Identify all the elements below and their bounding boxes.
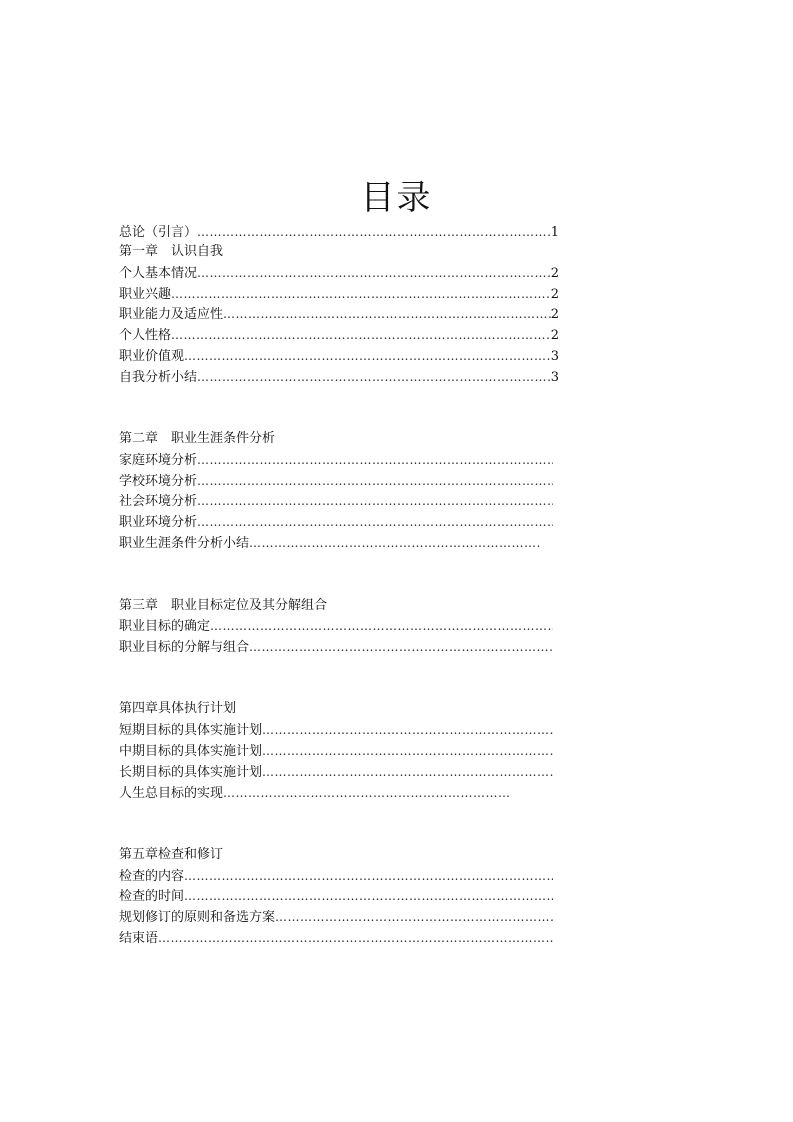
dot-leader — [262, 720, 553, 740]
toc-entry[interactable] — [119, 886, 553, 906]
toc-entry-label: 个人性格 — [119, 328, 172, 343]
toc-entry[interactable] — [119, 450, 553, 470]
toc-entry-label: 结束语 — [119, 931, 159, 946]
dot-leader — [223, 304, 551, 324]
dot-leader — [197, 263, 551, 283]
toc-entry[interactable] — [119, 284, 559, 304]
toc-entry[interactable] — [119, 367, 559, 387]
toc-entry-label: 自我分析小结 — [119, 370, 198, 385]
toc-entry[interactable] — [119, 720, 553, 740]
toc-entry-label: 人生总目标的实现 — [119, 786, 224, 801]
dot-leader — [197, 491, 553, 511]
toc-entry-label: 学校环境分析 — [119, 474, 198, 489]
toc-entry[interactable] — [119, 533, 539, 553]
dot-leader — [197, 222, 551, 242]
chapter-heading-label: 第五章检查和修订 — [119, 847, 224, 862]
toc-entry-label: 职业能力及适应性 — [119, 307, 224, 322]
toc-entry[interactable] — [119, 512, 553, 532]
chapter-heading-label: 第四章具体执行计划 — [119, 701, 237, 716]
toc-entry-label: 检查的时间 — [119, 889, 185, 904]
chapter-heading-label: 第三章 职业目标定位及其分解组合 — [119, 598, 328, 613]
chapter-heading[interactable] — [119, 699, 236, 719]
dot-leader — [158, 928, 553, 948]
toc-entry-label: 规划修订的原则和备选方案 — [119, 910, 276, 925]
toc-entry[interactable] — [119, 346, 559, 366]
toc-entry[interactable] — [119, 222, 559, 242]
toc-entry[interactable] — [119, 783, 511, 803]
chapter-heading[interactable] — [119, 242, 223, 262]
toc-entry-label: 职业生涯条件分析小结 — [119, 536, 250, 551]
toc-entry[interactable] — [119, 762, 553, 782]
dot-leader — [184, 346, 551, 366]
dot-leader — [197, 367, 551, 387]
chapter-heading[interactable] — [119, 596, 327, 616]
toc-entry[interactable] — [119, 928, 553, 948]
dot-leader — [171, 325, 551, 345]
toc-entry[interactable] — [119, 471, 553, 491]
toc-entry-label: 职业环境分析 — [119, 515, 198, 530]
toc-entry[interactable] — [119, 325, 559, 345]
dot-leader — [171, 284, 551, 304]
dot-leader — [197, 512, 553, 532]
toc-entry-label: 中期目标的具体实施计划 — [119, 744, 263, 759]
dot-leader — [249, 533, 539, 553]
toc-entry[interactable] — [119, 616, 553, 636]
toc-entry[interactable] — [119, 263, 559, 283]
toc-entry[interactable] — [119, 637, 553, 657]
toc-entry-label: 职业目标的分解与组合 — [119, 640, 250, 655]
toc-entry-page: 1 — [550, 225, 559, 240]
toc-entry-label: 短期目标的具体实施计划 — [119, 723, 263, 738]
dot-leader — [262, 762, 553, 782]
toc-entry-label: 职业目标的确定 — [119, 619, 211, 634]
toc-entry[interactable] — [119, 907, 553, 927]
toc-entry-page: 2 — [550, 266, 559, 281]
toc-entry-label: 检查的内容 — [119, 869, 185, 884]
toc-entry-label: 社会环境分析 — [119, 494, 198, 509]
dot-leader — [223, 783, 511, 803]
dot-leader — [184, 866, 553, 886]
dot-leader — [184, 886, 553, 906]
toc-entry-page: 2 — [550, 287, 559, 302]
toc-entry-label: 职业兴趣 — [119, 287, 172, 302]
toc-entry[interactable] — [119, 866, 553, 886]
chapter-heading-label: 第一章 认识自我 — [119, 244, 224, 259]
dot-leader — [249, 637, 553, 657]
toc-entry-label: 总论（引言） — [119, 225, 198, 240]
dot-leader — [275, 907, 553, 927]
dot-leader — [262, 741, 553, 761]
toc-entry[interactable] — [119, 741, 553, 761]
toc-entry-label: 职业价值观 — [119, 349, 185, 364]
chapter-heading[interactable] — [119, 429, 275, 449]
toc-entry-label: 长期目标的具体实施计划 — [119, 765, 263, 780]
toc-entry-page: 3 — [550, 349, 559, 364]
chapter-heading-label: 第二章 职业生涯条件分析 — [119, 431, 276, 446]
dot-leader — [210, 616, 553, 636]
toc-entry-page: 2 — [550, 307, 559, 322]
toc-entry-label: 个人基本情况 — [119, 266, 198, 281]
dot-leader — [197, 450, 553, 470]
toc-entry-page: 2 — [550, 328, 559, 343]
dot-leader — [197, 471, 553, 491]
toc-title: 目录 — [360, 178, 433, 218]
toc-entry[interactable] — [119, 304, 559, 324]
toc-entry-page: 3 — [550, 370, 559, 385]
toc-entry[interactable] — [119, 491, 553, 511]
toc-entry-label: 家庭环境分析 — [119, 453, 198, 468]
chapter-heading[interactable] — [119, 845, 223, 865]
